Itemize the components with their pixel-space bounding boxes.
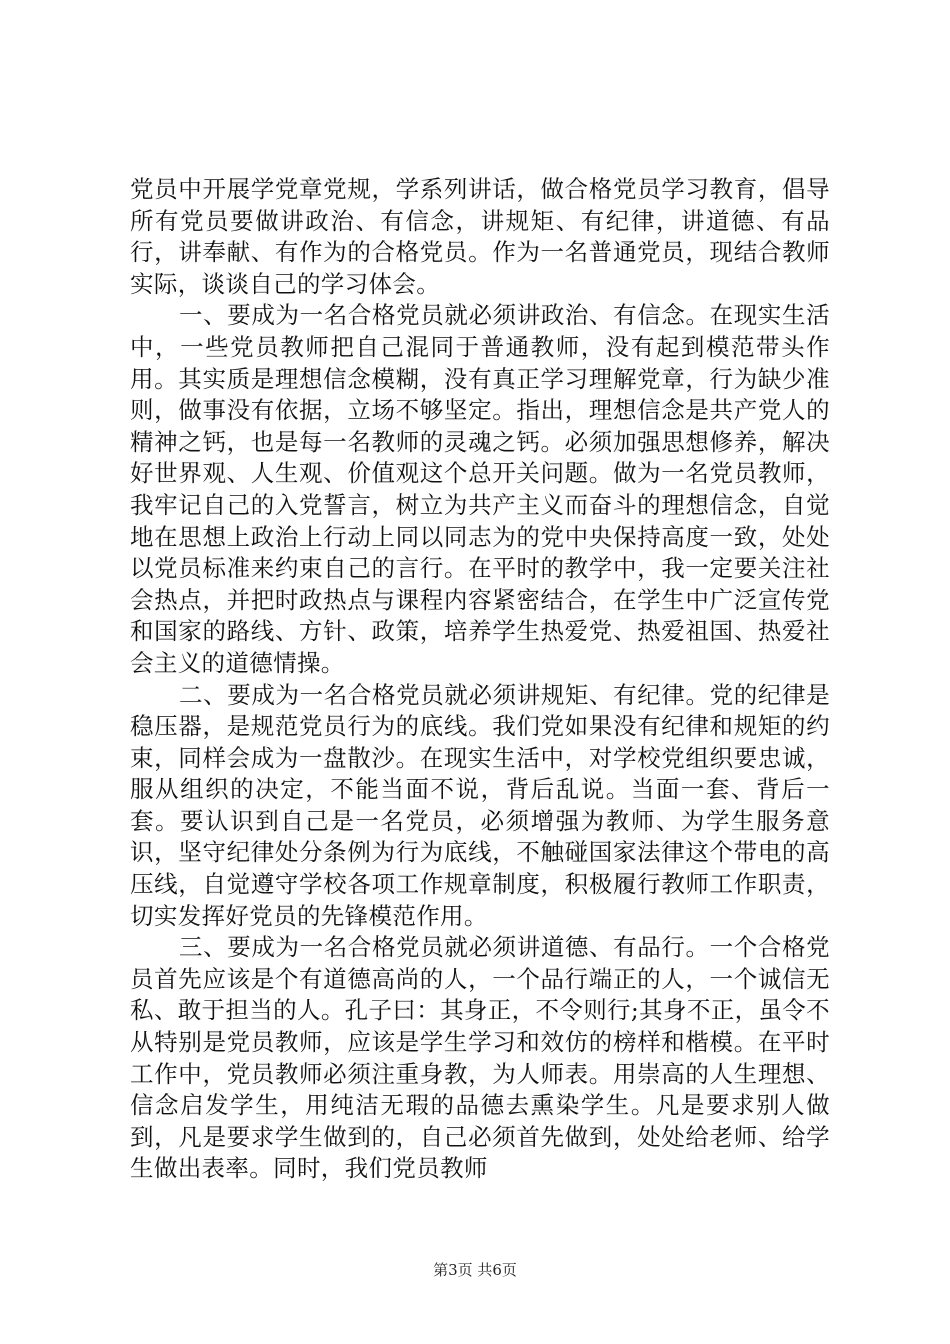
paragraph-section-2: 二、要成为一名合格党员就必须讲规矩、有纪律。党的纪律是稳压器，是规范党员行为的底线。我们党如果没有纪律和规矩的约束，同样会成为一盘散沙。在现实生活中，对学校党组织要忠诚，服从组织的决定，不能当面不说，背后乱说。当面一套、背后一套。要认识到自己是一名党员，必须增强为教师、为学生服务意识，坚守纪律处分条例为行为底线，不触碰国家法律这个带电的高压线，自觉遵守学校各项工作规章制度，积极履行教师工作职责，切实发挥好党员的先锋模范作用。 [130,680,830,930]
document-body [130,174,830,1185]
paragraph-section-3: 三、要成为一名合格党员就必须讲道德、有品行。一个合格党员首先应该是个有道德高尚的人，一个品行端正的人，一个诚信无私、敢于担当的人。孔子曰：其身正，不令则行;其身不正，虽令不从特别是党员教师，应该是学生学习和效仿的榜样和楷模。在平时工作中，党员教师必须注重身教，为人师表。用崇高的人生理想、信念启发学生，用纯洁无瑕的品德去熏染学生。凡是要求别人做到，凡是要求学生做到的，自己必须首先做到，处处给老师、给学生做出表率。同时，我们党员教师 [130,933,830,1183]
page-footer: 第3页 共6页 [433,1261,517,1279]
paragraph-continuation: 党员中开展学党章党规，学系列讲话，做合格党员学习教育，倡导所有党员要做讲政治、有信念，讲规矩、有纪律，讲道德、有品行，讲奉献、有作为的合格党员。作为一名普通党员，现结合教师实际，谈谈自己的学习体会。 [130,175,830,298]
paragraph-section-1: 一、要成为一名合格党员就必须讲政治、有信念。在现实生活中，一些党员教师把自己混同于普通教师，没有起到模范带头作用。其实质是理想信念模糊，没有真正学习理解党章，行为缺少准则，做事没有依据，立场不够坚定。指出，理想信念是共产党人的精神之钙，也是每一名教师的灵魂之钙。必须加强思想修养，解决好世界观、人生观、价值观这个总开关问题。做为一名党员教师，我牢记自己的入党誓言，树立为共产主义而奋斗的理想信念，自觉地在思想上政治上行动上同以同志为的党中央保持高度一致，处处以党员标准来约束自己的言行。在平时的教学中，我一定要关注社会热点，并把时政热点与课程内容紧密结合，在学生中广泛宣传党和国家的路线、方针、政策，培养学生热爱党、热爱祖国、热爱社会主义的道德情操。 [130,301,830,677]
